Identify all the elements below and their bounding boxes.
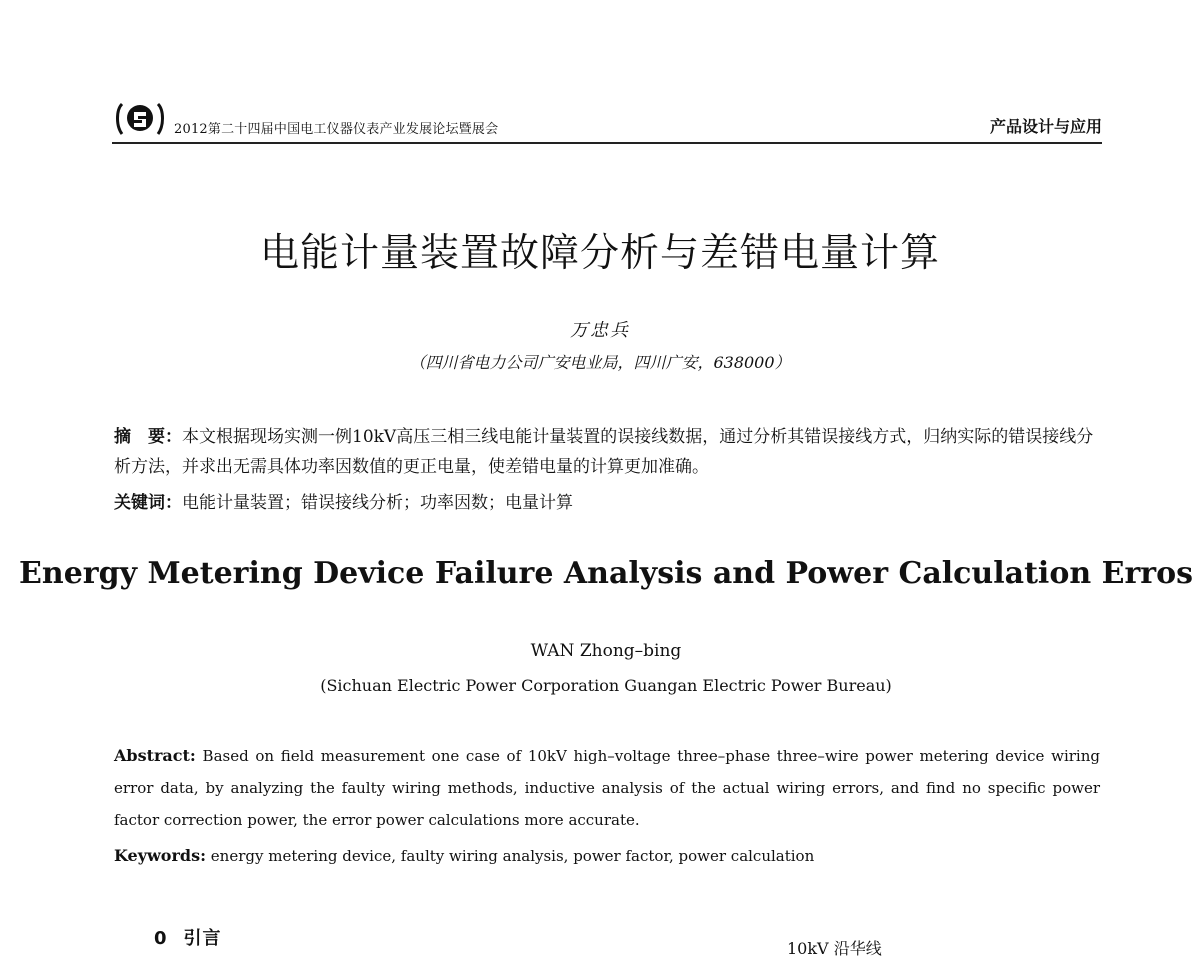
keywords-cn	[114, 488, 1100, 518]
affiliation-en: (Sichuan Electric Power Corporation Guangan Electric Power Bureau)	[320, 676, 892, 695]
abstract-cn-text: 本文根据现场实测一例10kV高压三相三线电能计量装置的误接线数据，通过分析其错误接线方式，归纳实际的错误接线分析方法，并求出无需具体功率因数值的更正电量，使差错电量的计算更加准确。	[114, 427, 1094, 477]
section-heading-introduction	[154, 924, 222, 950]
keywords-en-label: Keywords:	[114, 846, 207, 865]
keywords-cn-label: 关键词：	[114, 493, 182, 513]
running-header	[112, 96, 1102, 144]
keywords-en-text: energy metering device, faulty wiring analysis, power factor, power calculation	[210, 847, 815, 865]
abstract-cn-label: 摘 要：	[114, 427, 182, 447]
body-text-fragment: 10kV 沿华线	[787, 939, 882, 958]
affiliation-cn: （四川省电力公司广安电业局，四川广安，638000）	[409, 353, 791, 372]
conference-logo-icon	[112, 96, 168, 140]
abstract-en-text: Based on field measurement one case of 10kV high–voltage three–phase three–wire power metering device wiring error data, by analyzing the faulty wiring methods, inductive analysis of the actual wiring errors, and find no specific power factor correction power, the error power calculations more accurate.	[114, 747, 1100, 829]
keywords-cn-text: 电能计量装置；错误接线分析；功率因数；电量计算	[182, 493, 573, 513]
conference-name: 2012第二十四届中国电工仪器仪表产业发展论坛暨展会	[174, 122, 499, 137]
paper-title-cn: 电能计量装置故障分析与差错电量计算	[259, 231, 940, 276]
abstract-cn	[114, 422, 1100, 482]
abstract-en-label: Abstract:	[114, 746, 196, 765]
section-title: 引言	[183, 928, 222, 949]
section-name: 产品设计与应用	[989, 117, 1102, 136]
section-number: 0	[154, 928, 168, 949]
author-en: WAN Zhong–bing	[530, 641, 682, 661]
abstract-en	[114, 740, 1100, 836]
keywords-en	[114, 840, 1100, 872]
author-cn: 万忠兵	[570, 320, 630, 341]
paper-title-en: Energy Metering Device Failure Analysis and Power Calculation Erros	[19, 556, 1193, 591]
